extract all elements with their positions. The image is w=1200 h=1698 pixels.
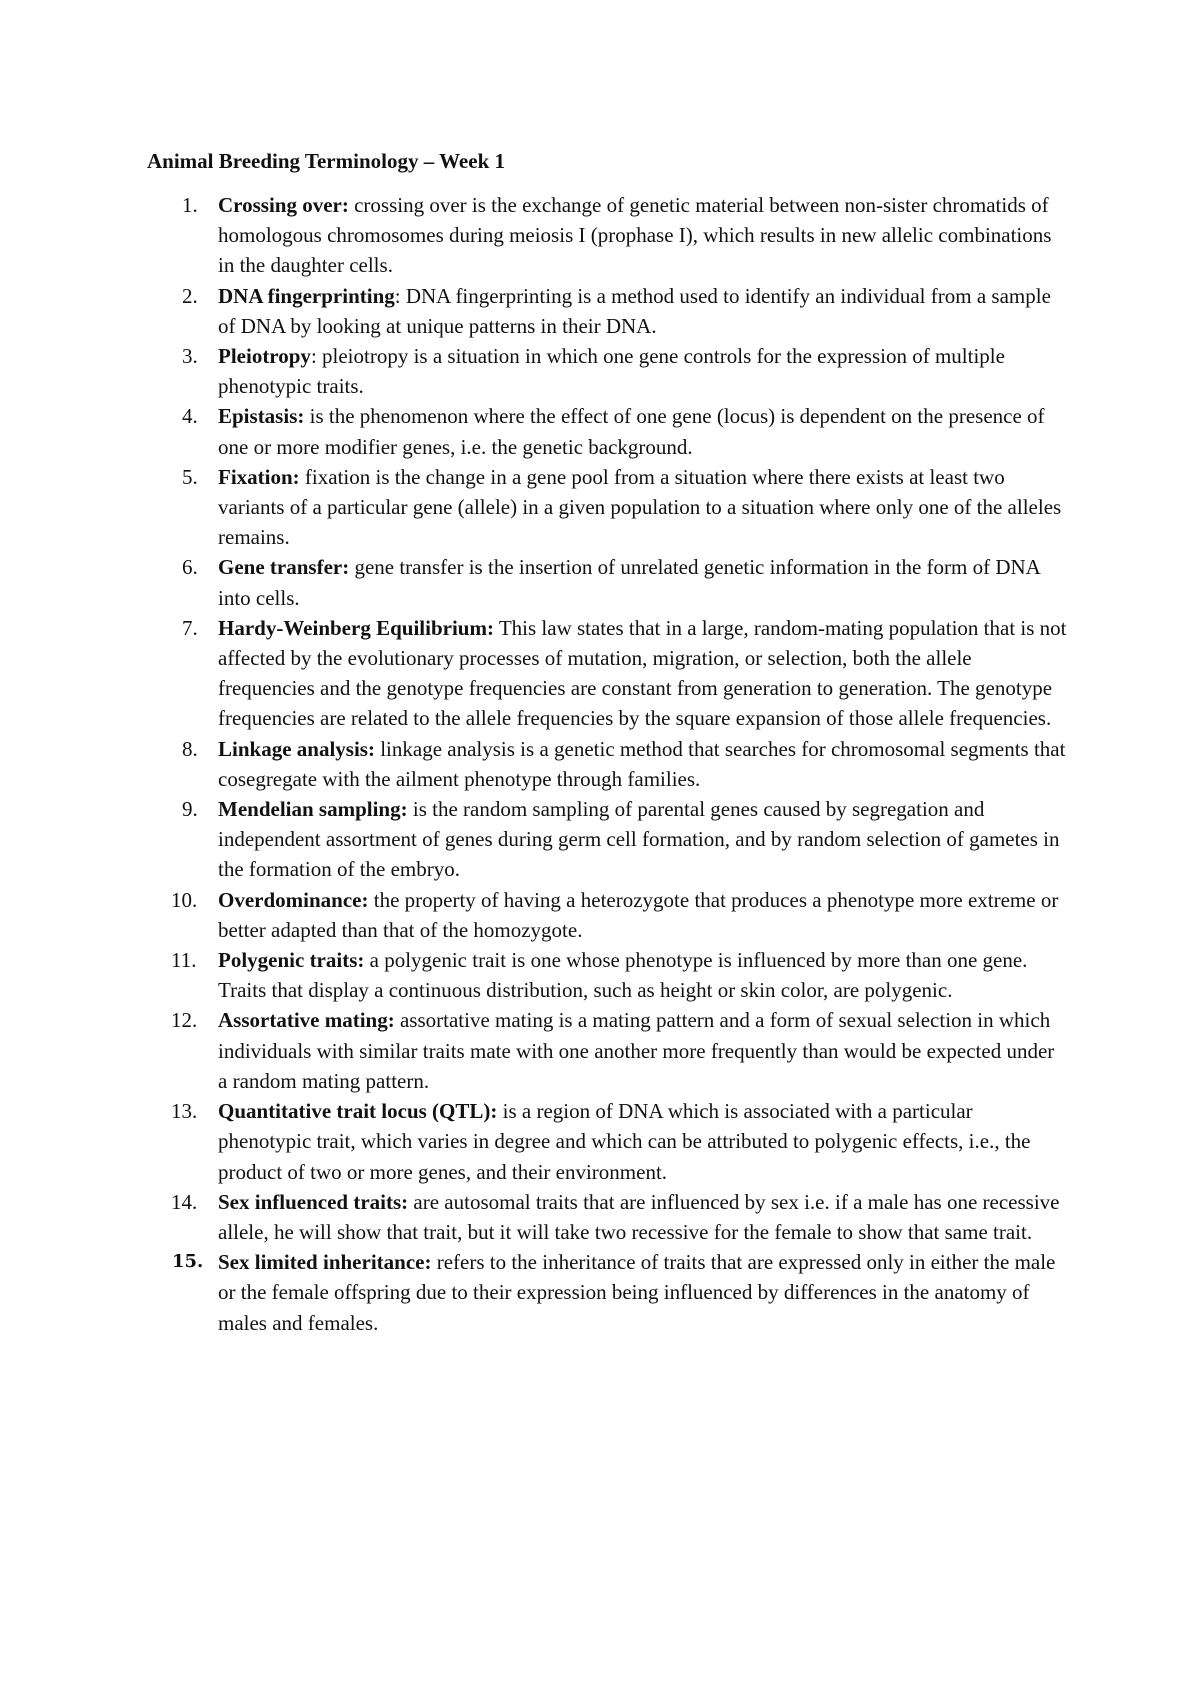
term-definition: linkage analysis is a genetic method that searches for chromosomal segments that cosegregate with the ailment phenotype through families.	[218, 736, 1066, 791]
term-item-9	[0, 794, 1068, 885]
term-item-3	[0, 341, 1068, 401]
term-definition: This law states that in a large, random-mating population that is not affected by the evolutionary processes of mutation, migration, or selection, both the allele frequencies and the genotype frequencies are constant from generation to generation. The genotype frequencies are related to the allele frequencies by the square expansion of those allele frequencies.	[218, 615, 1067, 731]
term-number: 9.	[182, 797, 198, 822]
term-name: Polygenic traits:	[218, 948, 365, 973]
term-definition: is the random sampling of parental genes caused by segregation and independent assortment of genes during germ cell formation, and by random selection of gametes in the formation of the embryo.	[218, 797, 1060, 882]
term-name: Hardy-Weinberg Equilibrium:	[218, 615, 494, 640]
term-item-15	[0, 1247, 1068, 1338]
term-name: Quantitative trait locus (QTL):	[218, 1099, 498, 1124]
term-number: 4.	[182, 404, 198, 429]
term-number: 14.	[171, 1189, 198, 1214]
term-number: 6.	[182, 555, 198, 580]
term-name: Pleiotropy	[218, 344, 311, 369]
term-number: 13.	[171, 1099, 198, 1124]
term-number: 2.	[182, 283, 198, 308]
term-name: Overdominance:	[218, 887, 369, 912]
term-item-1	[0, 190, 1068, 281]
term-number: 7.	[182, 615, 198, 640]
term-number: 11.	[171, 948, 197, 973]
term-definition: : DNA fingerprinting is a method used to identify an individual from a sample of DNA by looking at unique patterns in their DNA.	[218, 283, 1051, 338]
term-item-2	[0, 281, 1068, 341]
term-number: 3.	[182, 344, 198, 369]
term-item-14	[0, 1187, 1068, 1247]
term-definition: crossing over is the exchange of genetic material between non-sister chromatids of homologous chromosomes during meiosis I (prophase I), which results in new allelic combinations in the daughter cells.	[218, 193, 1052, 278]
term-item-13	[0, 1096, 1068, 1187]
term-name: Fixation:	[218, 464, 300, 489]
term-definition: the property of having a heterozygote that produces a phenotype more extreme or better adapted than that of the homozygote.	[218, 887, 1059, 942]
term-name: Mendelian sampling:	[218, 797, 408, 822]
term-item-4	[0, 401, 1068, 461]
term-item-5	[0, 462, 1068, 553]
term-name: Crossing over:	[218, 193, 349, 217]
term-definition: are autosomal traits that are influenced by sex i.e. if a male has one recessive allele, he will show that trait, but it will take two recessive for the female to show that same trait.	[218, 1189, 1060, 1244]
term-definition: : pleiotropy is a situation in which one gene controls for the expression of multiple phenotypic traits.	[218, 344, 1005, 399]
term-name: Gene transfer:	[218, 555, 350, 580]
term-number: 10.	[171, 887, 198, 912]
term-name: Epistasis:	[218, 404, 305, 429]
term-item-6	[0, 552, 1068, 612]
term-number: 12.	[171, 1008, 198, 1033]
term-name: Linkage analysis:	[218, 736, 375, 761]
term-item-7	[0, 613, 1068, 734]
term-name: Assortative mating:	[218, 1008, 395, 1033]
term-definition: refers to the inheritance of traits that are expressed only in either the male or the female offspring due to their expression being influenced by differences in the anatomy of males and females.	[218, 1250, 1056, 1335]
term-definition: gene transfer is the insertion of unrelated genetic information in the form of DNA into cells.	[218, 555, 1040, 610]
term-name: Sex limited inheritance:	[218, 1250, 432, 1275]
term-definition: a polygenic trait is one whose phenotype is influenced by more than one gene. Traits that display a continuous distribution, such as height or skin color, are polygenic.	[218, 948, 1028, 1003]
term-name: DNA fingerprinting	[218, 283, 395, 308]
term-number: 15.	[172, 1251, 204, 1273]
term-number: 1.	[182, 193, 198, 217]
term-definition: is the phenomenon where the effect of one gene (locus) is dependent on the presence of one or more modifier genes, i.e. the genetic background.	[218, 404, 1045, 459]
term-definition: assortative mating is a mating pattern and a form of sexual selection in which individuals with similar traits mate with one another more frequently than would be expected under a random mating pattern.	[218, 1008, 1055, 1093]
term-item-10	[0, 885, 1068, 945]
term-number: 5.	[182, 464, 198, 489]
term-number: 8.	[182, 736, 198, 761]
terms-list	[0, 190, 1200, 1338]
term-item-8	[0, 734, 1068, 794]
term-name: Sex influenced traits:	[218, 1189, 409, 1214]
term-definition: fixation is the change in a gene pool from a situation where there exists at least two variants of a particular gene (allele) in a given population to a situation where only one of the alleles remains.	[218, 464, 1062, 550]
term-item-11	[0, 945, 1068, 1005]
document-title: Animal Breeding Terminology – Week 1	[147, 149, 506, 173]
term-item-12	[0, 1005, 1068, 1096]
term-definition: is a region of DNA which is associated with a particular phenotypic trait, which varies in degree and which can be attributed to polygenic effects, i.e., the product of two or more genes, and their environment.	[218, 1099, 1031, 1184]
